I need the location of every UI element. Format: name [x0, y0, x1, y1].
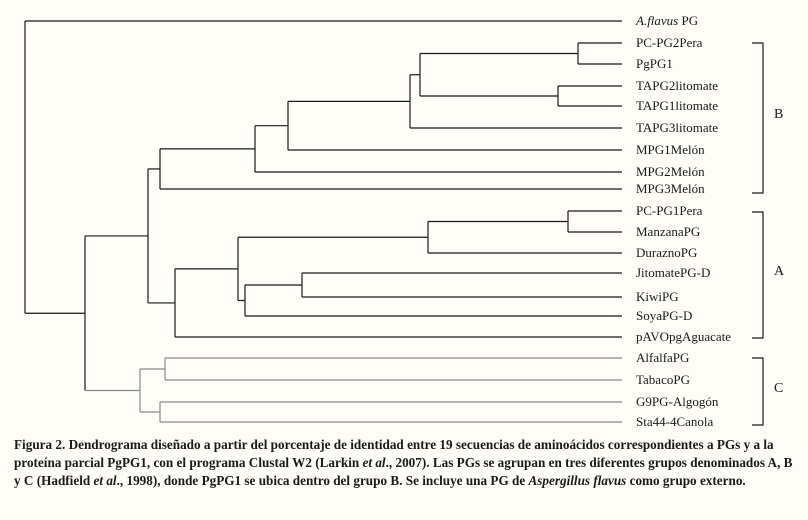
group-label: C [774, 381, 784, 396]
leaf-label: TAPG3litomate [636, 120, 719, 135]
leaf-label: pAVOpgAguacate [636, 329, 732, 344]
figure-caption [14, 436, 796, 490]
group-bracket [752, 358, 763, 425]
group-bracket [752, 212, 763, 338]
caption-text: Figura 2. Dendrograma diseñado a partir del porcentaje de identidad entre 19 secuencias de aminoácidos correspondientes a PGs y a la proteína parcial PgPG1, con el programa Clustal W2 (Larkin et al., 2007). Las PGs se agrupan en tres diferentes grupos denominados A, B y C (Hadfield et al., 1998), donde PgPG1 se ubica dentro del grupo B. Se incluye una PG de Aspergillus flavus como grupo externo. [14, 437, 793, 488]
leaf-label: PC-PG1Pera [636, 203, 703, 218]
leaf-label: MPG3Melón [636, 181, 705, 196]
leaf-label: G9PG-Algogón [636, 394, 719, 409]
leaf-label: DuraznoPG [636, 245, 698, 260]
group-label: A [774, 264, 785, 279]
dendrogram-branches [25, 21, 622, 422]
group-bracket [752, 43, 763, 193]
leaf-label: A.flavus PG [636, 13, 699, 28]
leaf-label: TAPG1litomate [636, 98, 719, 113]
leaf-label: Sta44-4Canola [636, 414, 714, 429]
leaf-label: MPG1Melón [636, 142, 705, 157]
leaf-label: TAPG2litomate [636, 78, 719, 93]
leaf-labels [635, 13, 731, 429]
leaf-label: ManzanaPG [636, 224, 701, 239]
group-labels [774, 107, 785, 396]
group-brackets [752, 43, 763, 425]
leaf-label: KiwiPG [636, 289, 679, 304]
group-label: B [774, 107, 784, 122]
leaf-label: SoyaPG-D [636, 308, 693, 323]
leaf-label: PgPG1 [636, 56, 673, 71]
leaf-label: JitomatePG-D [636, 265, 711, 280]
leaf-label: MPG2Melón [636, 164, 705, 179]
leaf-label: TabacoPG [636, 372, 690, 387]
leaf-label: AlfalfaPG [636, 350, 690, 365]
leaf-label: PC-PG2Pera [636, 35, 703, 50]
